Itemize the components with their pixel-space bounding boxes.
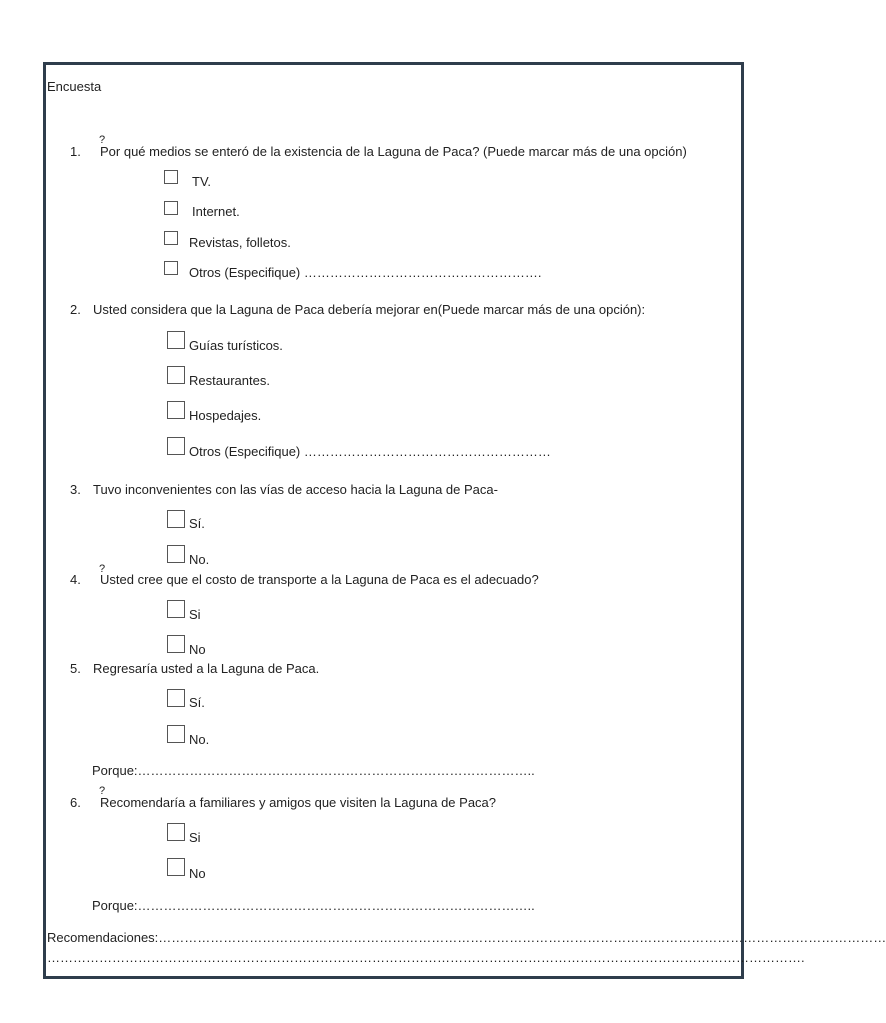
q5-option-no-label: No. <box>189 732 210 747</box>
q1-option-revistas-checkbox[interactable] <box>164 231 178 245</box>
survey-frame <box>43 62 886 979</box>
q2-option-restaurantes-checkbox[interactable] <box>167 366 185 384</box>
q2-text: Usted considera que la Laguna de Paca debería mejorar en(Puede marcar más de una opción): <box>93 302 646 317</box>
q6-option-no-label: No <box>189 866 206 881</box>
q4-option-no-checkbox[interactable] <box>167 635 185 653</box>
q4-number: 4. <box>70 572 81 587</box>
q2-option-guias-checkbox[interactable] <box>167 331 185 349</box>
q1-option-internet-label: Internet. <box>192 204 240 219</box>
q4-marker: ? <box>99 563 106 575</box>
q3-number: 3. <box>70 482 81 497</box>
recomendaciones-line-1[interactable]: Recomendaciones:…………………………………………………………………………………………………………………………………………………… <box>47 930 886 945</box>
q4-option-si-checkbox[interactable] <box>167 600 185 618</box>
q3-option-no-label: No. <box>189 552 210 567</box>
q1-text: Por qué medios se enteró de la existencia de la Laguna de Paca? (Puede marcar más de una opción) <box>100 144 687 159</box>
q1-option-internet-checkbox[interactable] <box>164 201 178 215</box>
survey-title: Encuesta <box>47 79 102 94</box>
q2-option-otros-checkbox[interactable] <box>167 437 185 455</box>
q1-option-otros-label: Otros (Especifique) ………………………………………………. <box>189 265 542 280</box>
q1-option-revistas-label: Revistas, folletos. <box>189 235 291 250</box>
q1-option-otros-checkbox[interactable] <box>164 261 178 275</box>
q5-option-no-checkbox[interactable] <box>167 725 185 743</box>
q3-option-si-label: Sí. <box>189 516 205 531</box>
recomendaciones-line-2[interactable]: …………………………………………………………………………………………………………………………………………………………. <box>47 950 805 965</box>
q2-option-hospedajes-label: Hospedajes. <box>189 408 262 423</box>
q6-option-no-checkbox[interactable] <box>167 858 185 876</box>
q4-text: Usted cree que el costo de transporte a la Laguna de Paca es el adecuado? <box>100 572 539 587</box>
q6-text: Recomendaría a familiares y amigos que visiten la Laguna de Paca? <box>100 795 497 810</box>
q1-marker: ? <box>99 134 106 146</box>
q5-porque-line[interactable]: Porque:……………………………………………………………………………….. <box>92 763 535 778</box>
q5-option-si-checkbox[interactable] <box>167 689 185 707</box>
q3-option-si-checkbox[interactable] <box>167 510 185 528</box>
q2-option-guias-label: Guías turísticos. <box>189 338 283 353</box>
q6-marker: ? <box>99 785 106 797</box>
q3-text: Tuvo inconvenientes con las vías de acceso hacia la Laguna de Paca- <box>93 482 498 497</box>
q2-option-hospedajes-checkbox[interactable] <box>167 401 185 419</box>
q3-option-no-checkbox[interactable] <box>167 545 185 563</box>
q4-option-no-label: No <box>189 642 206 657</box>
q5-option-si-label: Sí. <box>189 695 205 710</box>
q1-option-tv-checkbox[interactable] <box>164 170 178 184</box>
q5-text: Regresaría usted a la Laguna de Paca. <box>93 661 320 676</box>
q2-option-restaurantes-label: Restaurantes. <box>189 373 270 388</box>
q6-option-si-label: Si <box>189 830 201 845</box>
q2-option-otros-label: Otros (Especifique) ………………………………………………… <box>189 444 551 459</box>
q5-number: 5. <box>70 661 81 676</box>
q6-porque-line[interactable]: Porque:……………………………………………………………………………….. <box>92 898 535 913</box>
q6-option-si-checkbox[interactable] <box>167 823 185 841</box>
q6-number: 6. <box>70 795 81 810</box>
q2-number: 2. <box>70 302 81 317</box>
q4-option-si-label: Si <box>189 607 201 622</box>
q1-option-tv-label: TV. <box>192 174 212 189</box>
q1-number: 1. <box>70 144 81 159</box>
